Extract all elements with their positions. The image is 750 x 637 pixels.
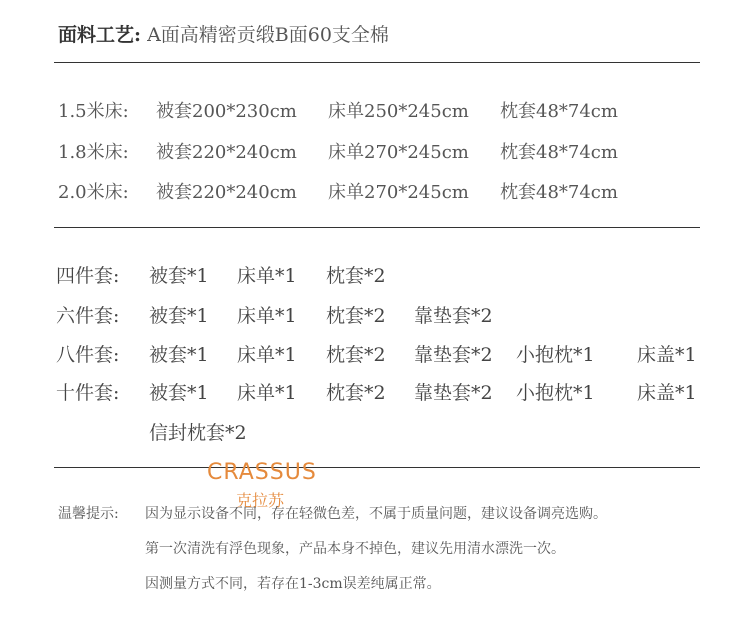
set-item: 信封枕套*2 [149,422,247,444]
divider-middle [54,227,700,228]
set-item: 小抱枕*1 [516,382,595,404]
set-item: 枕套*2 [326,265,386,287]
set-item: 床单*1 [237,305,297,327]
set-name: 八件套: [56,344,120,366]
set-item: 被套*1 [149,382,209,404]
fabric-label: 面料工艺: [58,24,142,46]
bed-size-label: 1.8米床: [58,142,129,163]
set-name: 四件套: [56,265,120,287]
set-name: 六件套: [56,305,120,327]
set-item: 枕套*2 [326,305,386,327]
duvet-size: 被套200*230cm [156,101,297,122]
set-item: 靠垫套*2 [414,305,493,327]
set-item: 床盖*1 [637,344,697,366]
tip-line: 第一次清洗有浮色现象，产品本身不掉色，建议先用清水漂洗一次。 [145,541,565,557]
set-item: 被套*1 [149,265,209,287]
tip-line: 因为显示设备不同，存在轻微色差，不属于质量问题，建议设备调亮选购。 [145,506,607,522]
brand-watermark-sub: 克拉苏 [236,491,285,510]
pillow-size: 枕套48*74cm [500,182,618,203]
set-item: 床单*1 [237,265,297,287]
set-item: 枕套*2 [326,382,386,404]
bed-size-label: 2.0米床: [58,182,129,203]
duvet-size: 被套220*240cm [156,182,297,203]
set-item: 床单*1 [237,382,297,404]
tip-line: 因测量方式不同，若存在1-3cm误差纯属正常。 [145,576,441,592]
brand-watermark: CRASSUS [207,460,317,485]
set-name: 十件套: [56,382,120,404]
set-item: 被套*1 [149,305,209,327]
duvet-size: 被套220*240cm [156,142,297,163]
set-item: 枕套*2 [326,344,386,366]
divider-top [54,62,700,63]
set-item: 床单*1 [237,344,297,366]
sheet-size: 床单270*245cm [328,182,469,203]
fabric-line [58,20,389,47]
set-item: 被套*1 [149,344,209,366]
fabric-value: A面高精密贡缎B面60支全棉 [147,24,389,46]
pillow-size: 枕套48*74cm [500,101,618,122]
set-item: 靠垫套*2 [414,344,493,366]
pillow-size: 枕套48*74cm [500,142,618,163]
set-item: 小抱枕*1 [516,344,595,366]
set-item: 床盖*1 [637,382,697,404]
sheet-size: 床单270*245cm [328,142,469,163]
bed-size-label: 1.5米床: [58,101,129,122]
sheet-size: 床单250*245cm [328,101,469,122]
tips-label: 温馨提示: [58,506,119,522]
divider-bottom [54,467,700,468]
set-item: 靠垫套*2 [414,382,493,404]
